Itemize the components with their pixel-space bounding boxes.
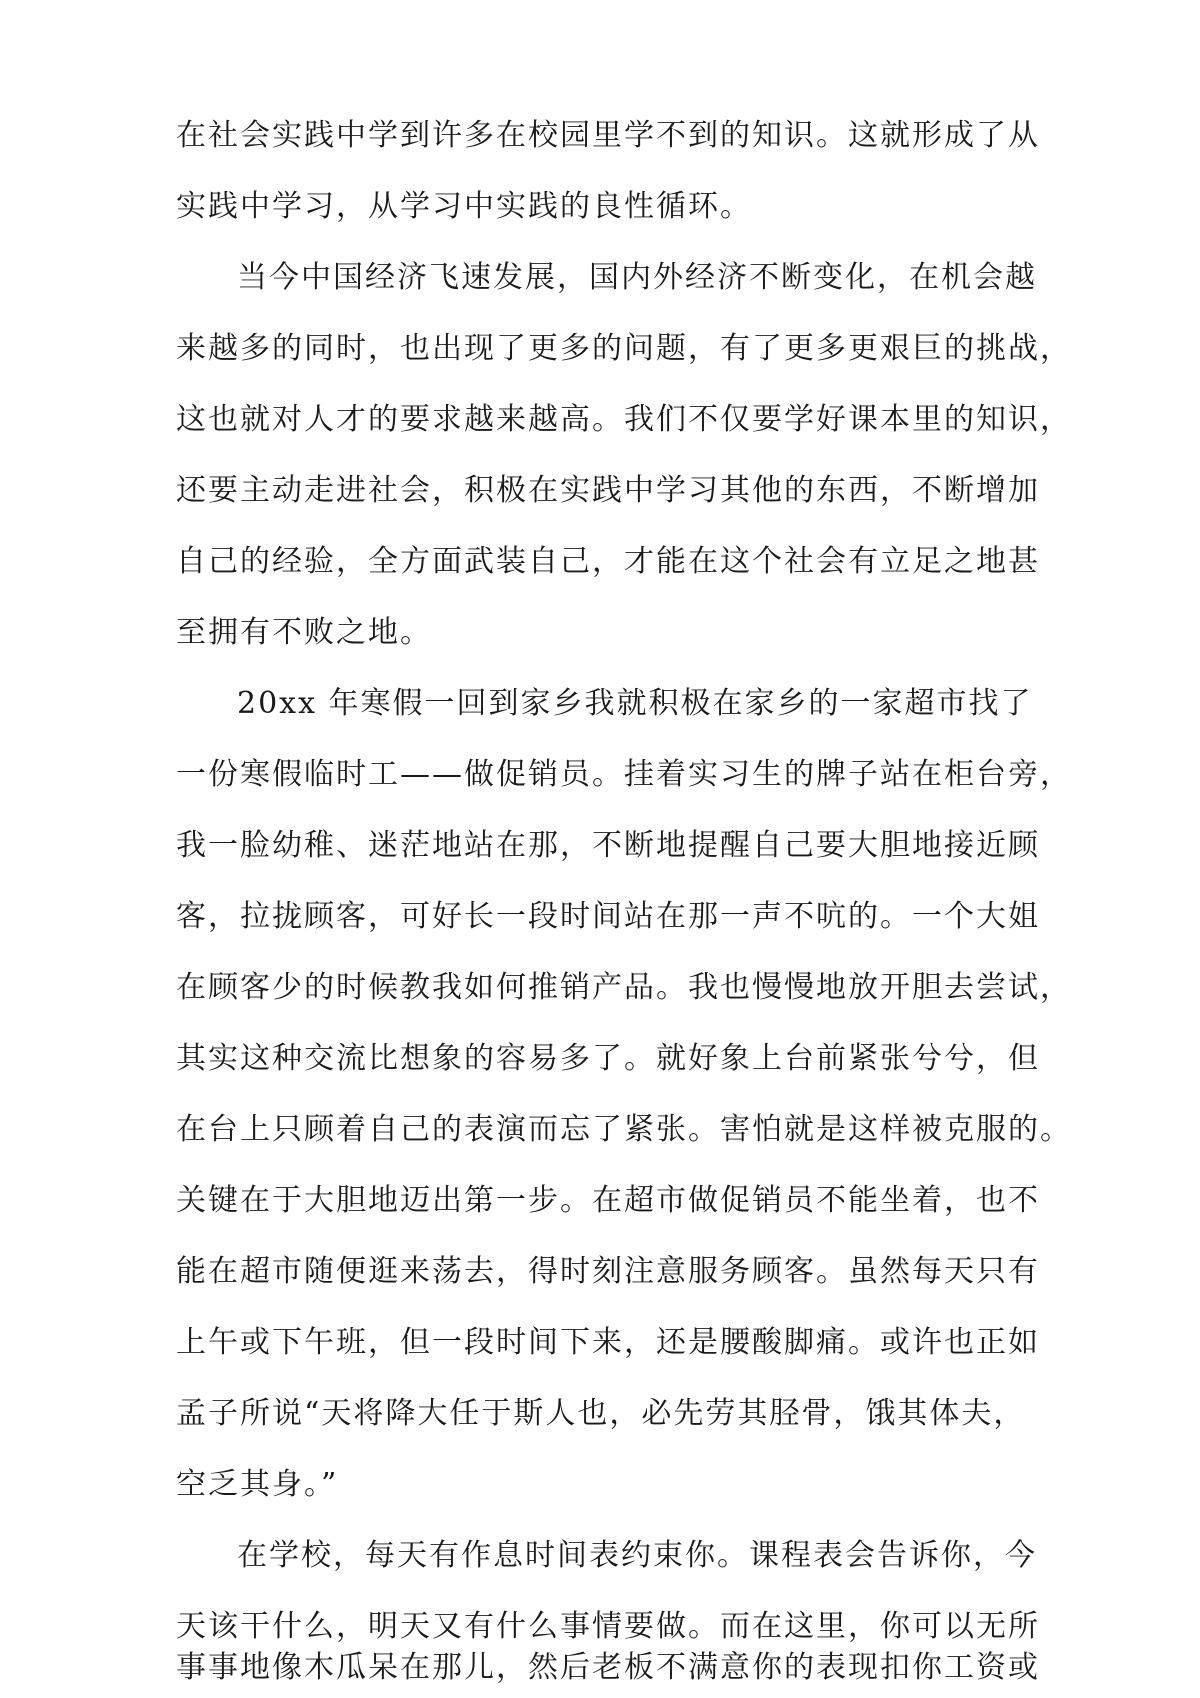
paragraph-start-line: 在学校，每天有作息时间表约束你。课程表会告诉你，今 bbox=[237, 1538, 1037, 1573]
text-line: 天该干什么，明天又有什么事情要做。而在这里，你可以无所 bbox=[176, 1609, 1040, 1644]
text-line: 这也就对人才的要求越来越高。我们不仅要学好课本里的知识， bbox=[176, 402, 1072, 437]
text-line: 还要主动走进社会，积极在实践中学习其他的东西，不断增加 bbox=[176, 473, 1040, 508]
text-line: 在台上只顾着自己的表演而忘了紧张。害怕就是这样被克服的。 bbox=[176, 1112, 1072, 1147]
text-line: 关键在于大胆地迈出第一步。在超市做促销员不能坐着，也不 bbox=[176, 1183, 1040, 1218]
paragraph-start-line: 当今中国经济飞速发展，国内外经济不断变化，在机会越 bbox=[237, 260, 1037, 295]
text-line: 能在超市随便逛来荡去，得时刻注意服务顾客。虽然每天只有 bbox=[176, 1254, 1040, 1289]
text-line: 在社会实践中学到许多在校园里学不到的知识。这就形成了从 bbox=[176, 118, 1040, 153]
text-line: 实践中学习，从学习中实践的良性循环。 bbox=[176, 189, 752, 224]
text-line: 至拥有不败之地。 bbox=[176, 615, 432, 650]
text-line: 孟子所说“天将降大任于斯人也，必先劳其胫骨，饿其体夫， bbox=[176, 1396, 1026, 1431]
text-line: 我一脸幼稚、迷茫地站在那，不断地提醒自己要大胆地接近顾 bbox=[176, 828, 1040, 863]
text-line: 空乏其身。” bbox=[176, 1467, 339, 1502]
text-line: 自己的经验，全方面武装自己，才能在这个社会有立足之地甚 bbox=[176, 544, 1040, 579]
text-line: 来越多的同时，也出现了更多的问题，有了更多更艰巨的挑战， bbox=[176, 331, 1072, 366]
text-line: 事事地像木瓜呆在那儿，然后老板不满意你的表现扣你工资或 bbox=[176, 1650, 1040, 1685]
text-line: 客，拉拢顾客，可好长一段时间站在那一声不吭的。一个大姐 bbox=[176, 899, 1040, 934]
text-line: 一份寒假临时工——做促销员。挂着实习生的牌子站在柜台旁， bbox=[176, 757, 1072, 792]
text-line: 在顾客少的时候教我如何推销产品。我也慢慢地放开胆去尝试， bbox=[176, 970, 1072, 1005]
text-line: 其实这种交流比想象的容易多了。就好象上台前紧张兮兮，但 bbox=[176, 1041, 1040, 1076]
text-line: 上午或下午班，但一段时间下来，还是腰酸脚痛。或许也正如 bbox=[176, 1325, 1040, 1360]
paragraph-start-line: 20xx 年寒假一回到家乡我就积极在家乡的一家超市找了 bbox=[237, 686, 1033, 721]
